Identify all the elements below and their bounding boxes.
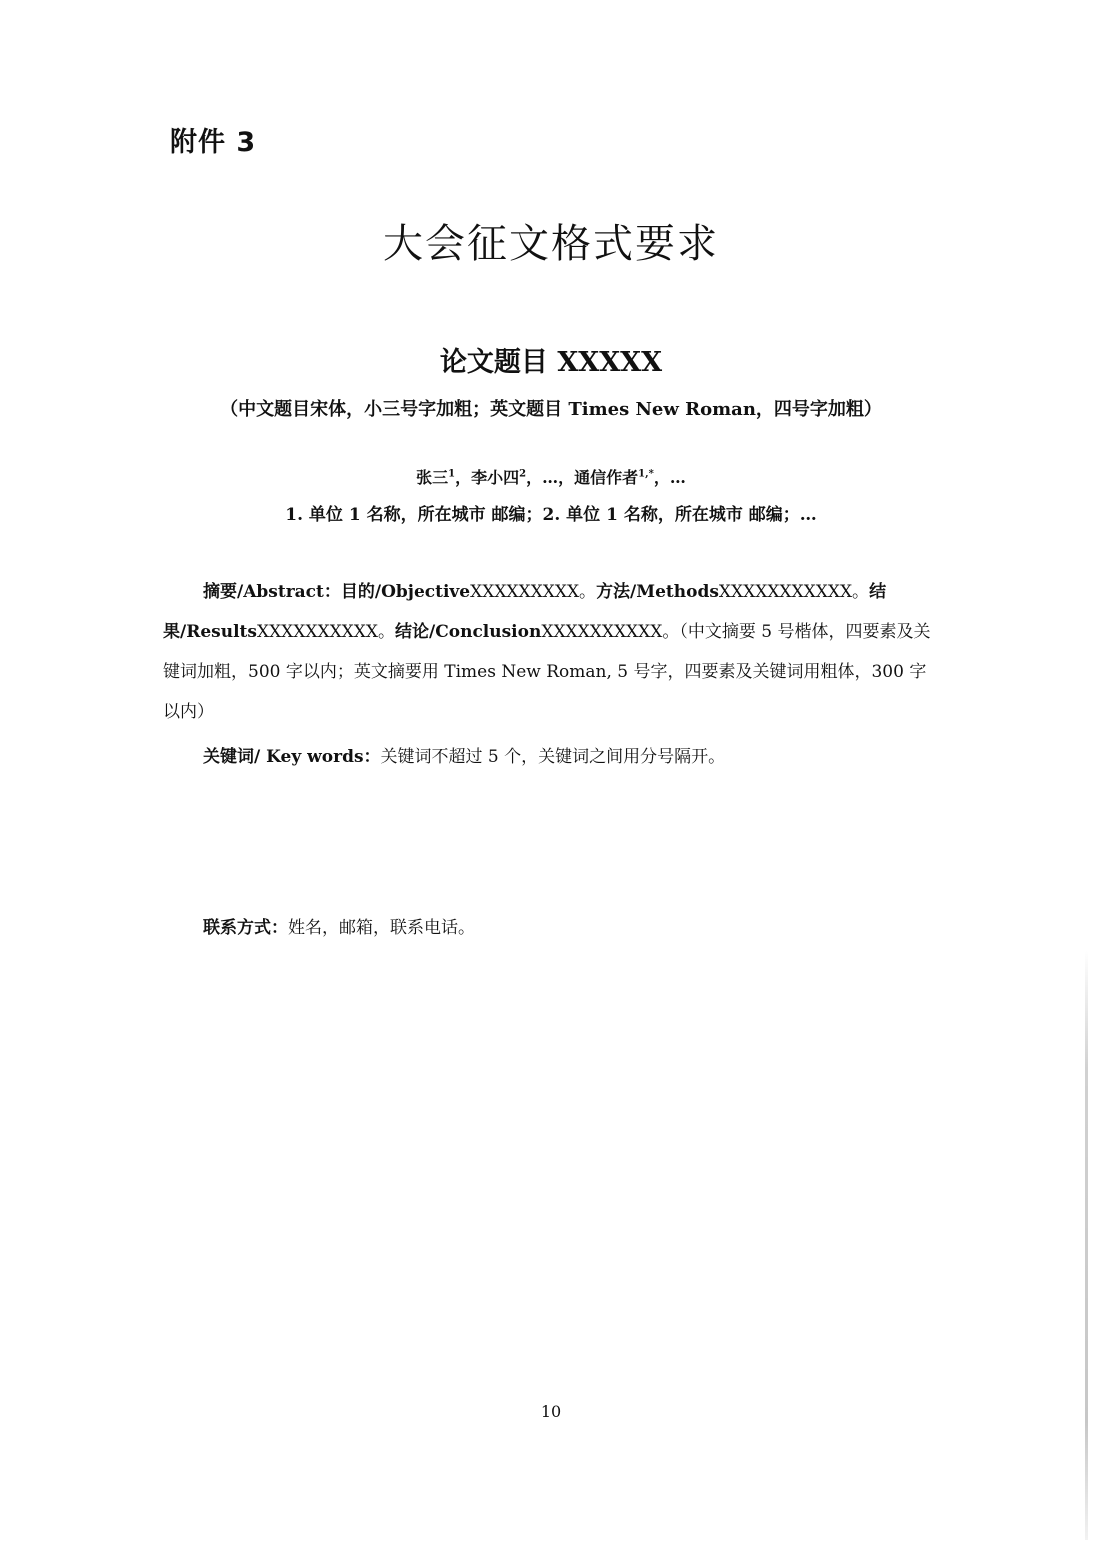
corresponding-author-name: 通信作者 bbox=[574, 468, 639, 487]
author-separator: ， bbox=[455, 468, 472, 487]
author-separator: ，…， bbox=[526, 468, 575, 487]
results-text: XXXXXXXXXX。 bbox=[256, 622, 395, 642]
corresponding-author-mark: 1,* bbox=[638, 468, 654, 480]
methods-text: XXXXXXXXXXX。 bbox=[718, 582, 870, 602]
title-format-note: （中文题目宋体，小三号字加粗；英文题目 Times New Roman，四号字加粗） bbox=[220, 399, 882, 420]
keywords-line bbox=[203, 742, 933, 767]
contact-text: 姓名，邮箱，联系电话。 bbox=[288, 918, 475, 938]
methods-label: 方法/Methods bbox=[596, 582, 719, 602]
objective-text: XXXXXXXXX。 bbox=[470, 582, 597, 602]
abstract-format-note: （中文摘要 5 号楷体，四要素及关键词加粗，500 字以内；英文摘要用 Times New Roman, 5 号字，四要素及关键词用粗体，300 字以内） bbox=[163, 622, 931, 722]
document-title: 大会征文格式要求 bbox=[383, 221, 719, 267]
paper-title: 论文题目 XXXXX bbox=[439, 347, 663, 378]
author-1-name: 张三 bbox=[416, 468, 449, 487]
contact-label: 联系方式： bbox=[203, 918, 288, 938]
conclusion-label: 结论/Conclusion bbox=[395, 622, 542, 642]
objective-label: 目的/Objective bbox=[340, 582, 471, 602]
contact-line bbox=[203, 913, 933, 938]
author-2-name: 李小四 bbox=[471, 468, 520, 487]
attachment-label: 附件 3 bbox=[170, 127, 257, 158]
page-number: 10 bbox=[540, 1402, 562, 1421]
keywords-text: 关键词不超过 5 个，关键词之间用分号隔开。 bbox=[380, 747, 726, 767]
author-1-affiliation-mark: 1 bbox=[448, 468, 456, 480]
conclusion-text: XXXXXXXXXX。 bbox=[541, 622, 680, 642]
author-line-tail: ，… bbox=[653, 468, 686, 487]
author-2-affiliation-mark: 2 bbox=[519, 468, 527, 480]
author-line bbox=[0, 465, 1102, 488]
scan-page-edge bbox=[1085, 950, 1088, 1540]
abstract-block bbox=[163, 572, 933, 732]
results-label: 结果/Results bbox=[163, 582, 887, 642]
affiliations-line: 1. 单位 1 名称，所在城市 邮编；2. 单位 1 名称，所在城市 邮编；… bbox=[285, 505, 817, 525]
abstract-label: 摘要/Abstract： bbox=[203, 582, 341, 602]
abstract-paragraph bbox=[163, 572, 933, 732]
keywords-label: 关键词/ Key words： bbox=[203, 747, 381, 767]
